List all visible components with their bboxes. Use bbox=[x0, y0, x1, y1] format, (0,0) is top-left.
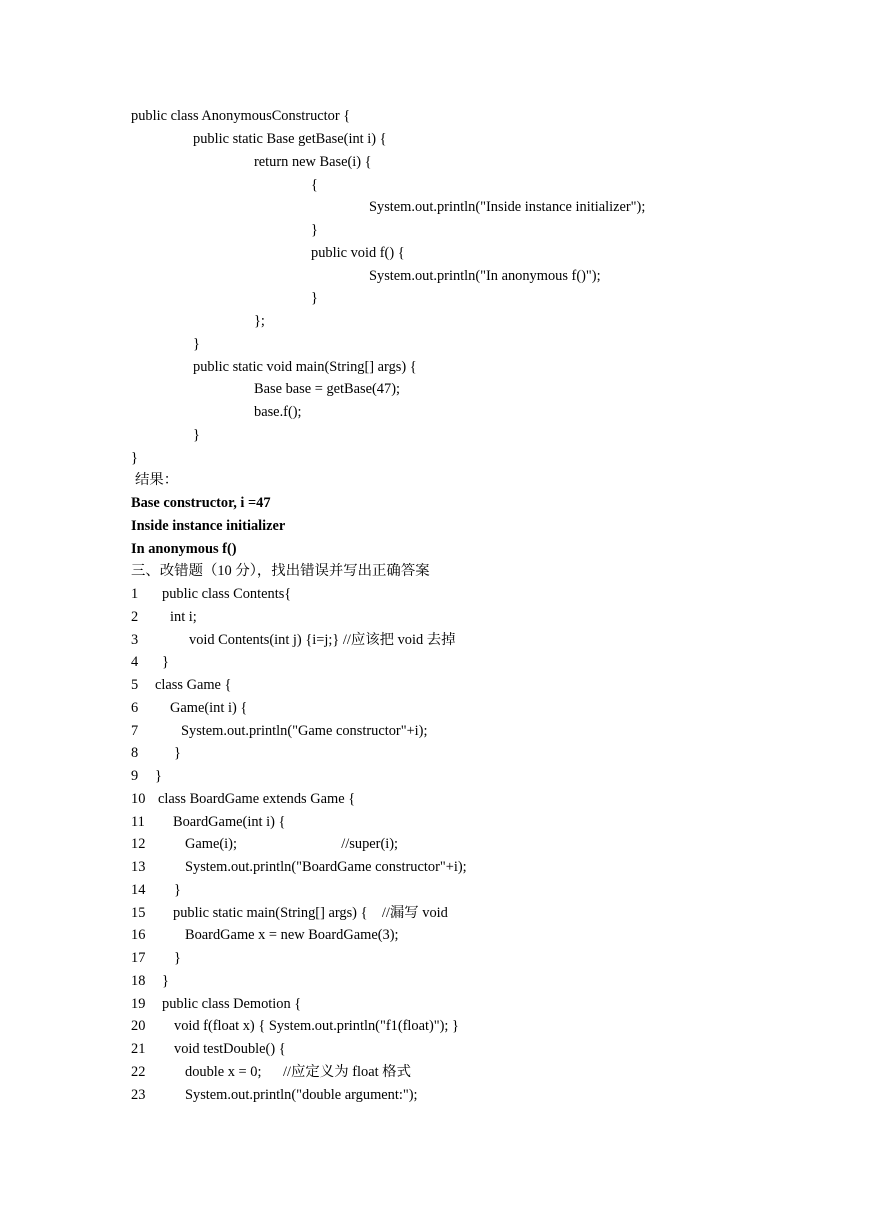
code-line: } bbox=[311, 290, 318, 306]
line-code: } bbox=[174, 950, 181, 966]
line-code: void testDouble() { bbox=[174, 1041, 286, 1057]
code-line: public void f() { bbox=[311, 245, 405, 261]
line-code: int i; bbox=[170, 609, 197, 625]
line-number: 16 bbox=[131, 927, 146, 943]
result-line: Inside instance initializer bbox=[131, 518, 286, 534]
code-line: public static Base getBase(int i) { bbox=[193, 131, 387, 147]
result-line: In anonymous f() bbox=[131, 541, 237, 557]
line-number: 9 bbox=[131, 768, 139, 784]
line-code: public static main(String[] args) { //漏写 void bbox=[173, 905, 448, 921]
code-line: base.f(); bbox=[254, 404, 302, 420]
code-line: }; bbox=[254, 313, 265, 329]
line-number: 23 bbox=[131, 1087, 146, 1103]
code-line: System.out.println("In anonymous f()"); bbox=[369, 268, 601, 284]
code-line: public static void main(String[] args) { bbox=[193, 359, 417, 375]
line-code: } bbox=[162, 973, 169, 989]
line-number: 1 bbox=[131, 586, 139, 602]
line-number: 20 bbox=[131, 1018, 146, 1034]
line-number: 8 bbox=[131, 745, 139, 761]
line-number: 22 bbox=[131, 1064, 146, 1080]
line-number: 11 bbox=[131, 814, 145, 830]
line-code: void f(float x) { System.out.println("f1(float)"); } bbox=[174, 1018, 459, 1034]
line-number: 18 bbox=[131, 973, 146, 989]
line-code: public class Demotion { bbox=[162, 996, 302, 1012]
line-code: System.out.println("BoardGame constructor"+i); bbox=[185, 859, 467, 875]
code-line: } bbox=[131, 450, 138, 466]
line-code: } bbox=[174, 882, 181, 898]
line-code: BoardGame x = new BoardGame(3); bbox=[185, 927, 399, 943]
code-line: } bbox=[193, 336, 200, 352]
line-code: void Contents(int j) {i=j;} //应该把 void 去掉 bbox=[189, 632, 456, 648]
line-code: class Game { bbox=[155, 677, 232, 693]
line-code: } bbox=[174, 745, 181, 761]
line-number: 5 bbox=[131, 677, 139, 693]
line-code: Game(i); //super(i); bbox=[185, 836, 399, 852]
line-code: } bbox=[162, 654, 169, 670]
line-code: BoardGame(int i) { bbox=[173, 814, 286, 830]
line-number: 21 bbox=[131, 1041, 146, 1057]
code-line: } bbox=[193, 427, 200, 443]
line-number: 7 bbox=[131, 723, 139, 739]
line-number: 17 bbox=[131, 950, 146, 966]
line-number: 2 bbox=[131, 609, 139, 625]
line-number: 13 bbox=[131, 859, 146, 875]
line-code: class BoardGame extends Game { bbox=[158, 791, 356, 807]
line-code: double x = 0; //应定义为 float 格式 bbox=[185, 1064, 411, 1080]
code-line: return new Base(i) { bbox=[254, 154, 372, 170]
code-line: Base base = getBase(47); bbox=[254, 381, 400, 397]
line-number: 15 bbox=[131, 905, 146, 921]
line-number: 3 bbox=[131, 632, 139, 648]
code-line: } bbox=[311, 222, 318, 238]
line-number: 6 bbox=[131, 700, 139, 716]
line-number: 19 bbox=[131, 996, 146, 1012]
line-code: Game(int i) { bbox=[170, 700, 248, 716]
line-number: 12 bbox=[131, 836, 146, 852]
code-line: System.out.println("Inside instance initializer"); bbox=[369, 199, 646, 215]
line-number: 4 bbox=[131, 654, 139, 670]
line-code: } bbox=[155, 768, 162, 784]
code-line: { bbox=[311, 177, 318, 193]
code-line: public class AnonymousConstructor { bbox=[131, 108, 351, 124]
line-code: public class Contents{ bbox=[162, 586, 292, 602]
result-label: 结果： bbox=[135, 472, 179, 488]
line-number: 14 bbox=[131, 882, 146, 898]
result-line: Base constructor, i =47 bbox=[131, 495, 271, 511]
line-code: System.out.println("double argument:"); bbox=[185, 1087, 418, 1103]
section-title: 三、改错题（10 分），找出错误并写出正确答案 bbox=[131, 563, 430, 579]
line-code: System.out.println("Game constructor"+i); bbox=[181, 723, 428, 739]
line-number: 10 bbox=[131, 791, 146, 807]
